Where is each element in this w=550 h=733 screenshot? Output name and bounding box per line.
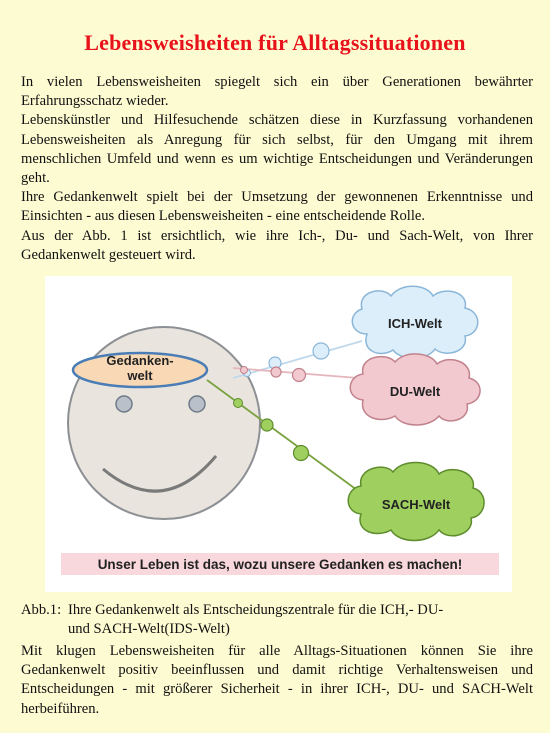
page-title: Lebensweisheiten für Alltagssituationen xyxy=(84,30,466,55)
du-bubble-mid xyxy=(271,367,281,377)
intro-text xyxy=(21,73,533,265)
du-bubble-large xyxy=(293,369,306,382)
sach-cloud-label: SACH-Welt xyxy=(381,497,451,512)
brain-label-line1: Gedanken- xyxy=(106,353,174,368)
brain-label-line2: welt xyxy=(127,368,153,383)
du-cloud-label: DU-Welt xyxy=(389,384,441,399)
sach-bubble-mid xyxy=(261,419,273,431)
du-cloud xyxy=(350,354,480,425)
figure-gedankenwelt xyxy=(45,276,512,592)
intro-paragraph: Aus der Abb. 1 ist ersichtlich, wie ihre Ich-, Du- und Sach-Welt, von Ihrer Gedankenwelt gesteuert wird. xyxy=(21,227,533,263)
left-eye xyxy=(116,396,132,412)
intro-paragraph: Lebenskünstler und Hilfesuchende schätzen diese in Kurzfassung vorhandenen Lebensweisheiten als Anregung für sich selbst, für den Umgang mit ihrem menschlichen Umfeld und wenn es um wichtige Entscheidungen und Veränderungen geht. xyxy=(21,112,533,187)
diagram xyxy=(45,276,512,592)
ich-cloud xyxy=(352,286,477,358)
ich-bubble-large xyxy=(313,343,329,359)
caption-text-line2: und SACH-Welt(IDS-Welt) xyxy=(68,621,230,638)
figure-caption xyxy=(21,601,533,639)
ich-cloud-label: ICH-Welt xyxy=(388,316,442,331)
sach-cloud xyxy=(348,462,484,540)
intro-paragraph: In vielen Lebensweisheiten spiegelt sich ein über Generationen bewährter Erfahrungsschatz wieder. xyxy=(21,74,533,110)
banner-text: Unser Leben ist das, wozu unsere Gedanken es machen! xyxy=(97,557,463,572)
caption-line1 xyxy=(21,601,533,620)
outro-text xyxy=(21,642,533,719)
sach-bubble-large xyxy=(294,446,309,461)
caption-text-line1: Ihre Gedankenwelt als Entscheidungszentrale für die ICH,- DU- xyxy=(68,602,444,618)
outro-paragraph: Mit klugen Lebensweisheiten für alle Alltags-Situationen können Sie ihre Gedankenwelt positiv beeinflussen und damit richtige Verhaltensweisen und Entscheidungen - mit größerer Sicherheit - in ihrer ICH-, DU- und SACH-Welt herbeiführen. xyxy=(21,643,533,717)
caption-number: Abb.1: xyxy=(21,602,62,618)
right-eye xyxy=(189,396,205,412)
sach-bubble-small xyxy=(234,399,243,408)
intro-paragraph: Ihre Gedankenwelt spielt bei der Umsetzung der gewonnenen Erkenntnisse und Einsichten - aus diesen Lebensweisheiten - eine entscheidende Rolle. xyxy=(21,189,533,225)
du-bubble-small xyxy=(241,367,248,374)
